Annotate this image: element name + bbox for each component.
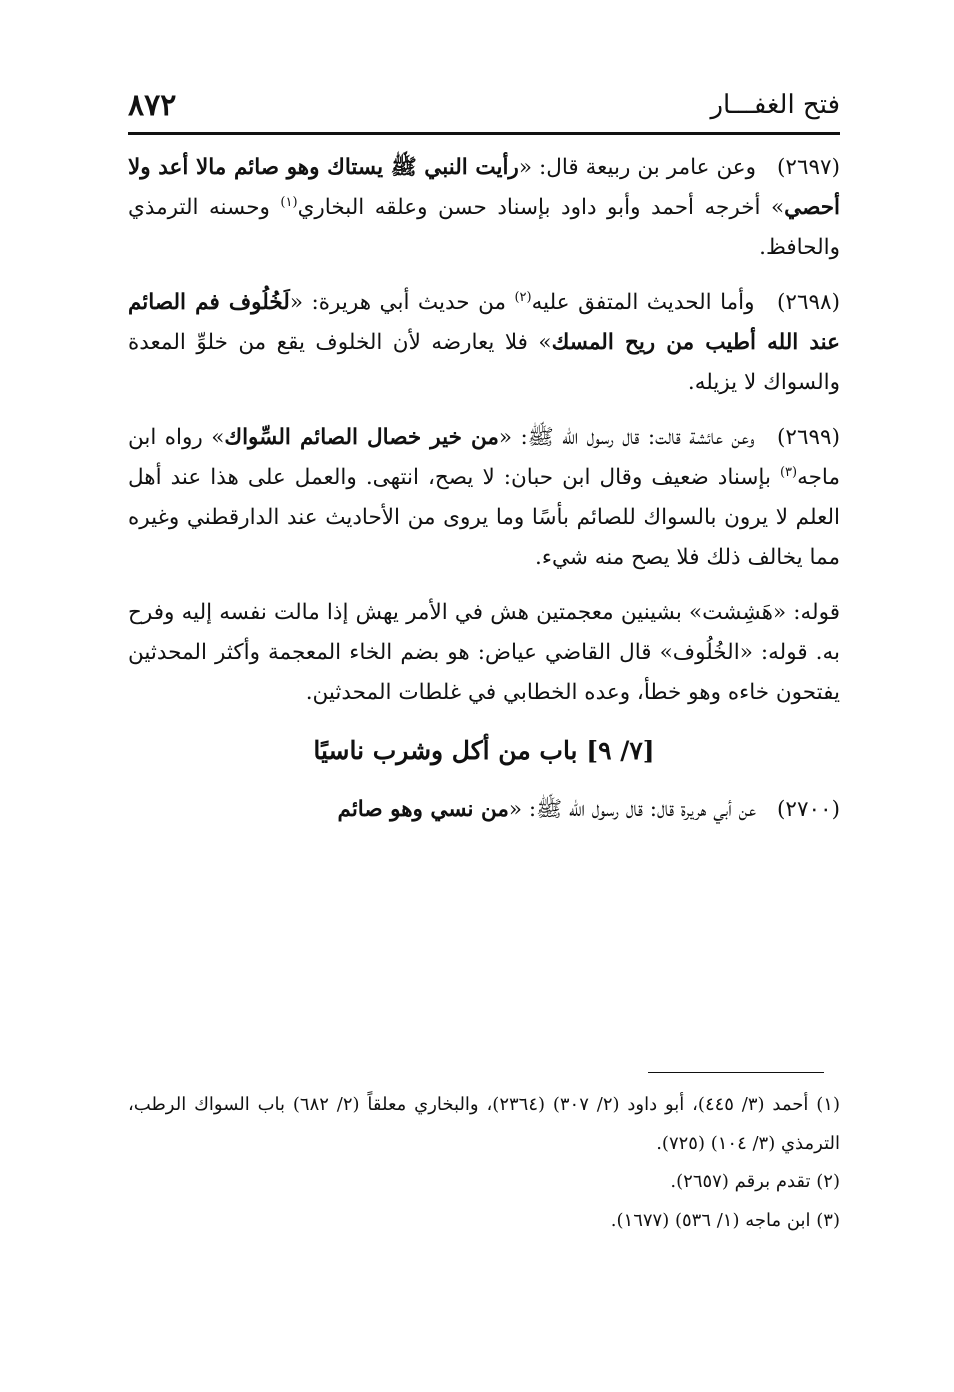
commentary-text: قوله: «هَشِشت» بشينين معجمتين هش في الأمر يهش إذا مالت نفسه إليه وفرح به. قوله: «الخُلُوف» قال القاضي عياض: هو بضم الخاء المعجمة وأكثر المحدثين يفتحون خاءه وهو خطأ، وعده الخطابي في غلطات المحدثين. — [128, 599, 840, 705]
text-segment: وعن عامر بن ربيعة قال: « — [518, 155, 757, 180]
footnote-ref[interactable]: (١) — [280, 194, 298, 210]
text-segment: عن أبي هريرة قال: قال رسول الله ﷺ: « — [508, 797, 757, 823]
hadith-number: (٢٦٩٨) — [777, 289, 840, 315]
book-title: فتح الغفـــار — [710, 90, 840, 120]
hadith-2699 — [128, 418, 840, 578]
main-text — [128, 148, 840, 845]
footnote-2: (٢) تقدم برقم (٢٦٥٧). — [670, 1171, 840, 1193]
text-segment: وحسنه الترمذي والحافظ. — [128, 194, 840, 260]
footnote-3: (٣) ابن ماجه (١/ ٥٣٦) (١٦٧٧). — [610, 1210, 840, 1232]
chapter-heading: [٧/ ٩] باب من أكل وشرب ناسيًا — [313, 735, 655, 765]
hadith-number: (٢٧٠٠) — [777, 797, 840, 823]
hadith-quote: من نسي وهو صائم — [337, 797, 509, 823]
hadith-2697 — [128, 148, 840, 268]
text-segment: » رواه ابن ماجه — [128, 424, 840, 490]
page-number: ٨٧٢ — [128, 88, 177, 123]
text-segment: » فلا يعارضه لأن الخلوف يقع من خلوِّ المعدة والسواك لا يزيله. — [128, 329, 840, 395]
text-segment: من حديث أبي هريرة: « — [289, 289, 515, 315]
text-segment: وأما الحديث المتفق عليه — [531, 289, 755, 315]
hadith-2698 — [128, 283, 840, 403]
hadith-2700 — [128, 790, 840, 830]
running-header — [128, 76, 840, 135]
hadith-quote: رأيت النبي ﷺ يستاك وهو صائم مالا أعد ولا أحصي — [128, 155, 840, 220]
footnote-ref[interactable]: (٢) — [514, 289, 532, 305]
text-segment: » أخرجه أحمد وأبو داود بإسناد حسن وعلقه البخاري — [297, 194, 785, 220]
footnote-1: (١) أحمد (٣/ ٤٤٥)، أبو داود (٢/ ٣٠٧) (٢٣٦٤)، والبخاري معلقاً (٢/ ٦٨٢) باب السواك الرطب، الترمذي (٣/ ١٠٤) (٧٢٥). — [128, 1094, 840, 1154]
footnotes — [128, 1086, 840, 1241]
commentary-paragraph — [128, 593, 840, 713]
hadith-quote: من خير خصال الصائم السِّواك — [224, 424, 499, 450]
hadith-number: (٢٦٩٩) — [777, 424, 840, 450]
text-segment: بإسناد ضعيف وقال ابن حبان: لا يصح، انتهى. والعمل على هذا عند أهل العلم لا يرون بالسواك للصائم بأسًا وما يروى من الأحاديث عند الدارقطني وغيره مما يخالف ذلك فلا يصح منه شيء. — [128, 464, 840, 570]
hadith-number: (٢٦٩٧) — [777, 155, 840, 180]
hadith-quote: لَخُلُوف فم الصائم عند الله أطيب من ريح المسك — [128, 289, 840, 355]
footnote-ref[interactable]: (٣) — [779, 464, 798, 480]
footnote-divider — [648, 1072, 824, 1073]
text-segment: وعن عائشة قالت: قال رسول الله ﷺ: « — [498, 424, 755, 450]
